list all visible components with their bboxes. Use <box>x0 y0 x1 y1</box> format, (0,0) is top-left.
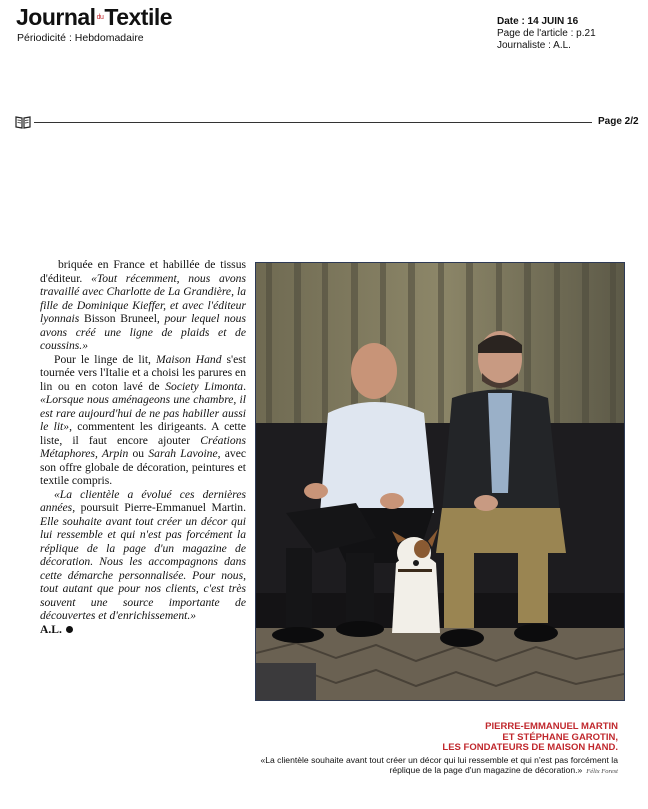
journal-logo: Journal$^{du}$Textile <box>16 4 173 30</box>
end-mark-icon <box>66 626 73 633</box>
article-page: Page de l'article : p.21 <box>497 28 596 39</box>
article-date: Date : 14 JUIN 16 <box>497 16 579 27</box>
article-paragraph-3: «La clientèle a évolué ces dernières années, poursuit Pierre-Emmanuel Martin. Elle souhaite avant tout créer un décor qui lui ressemble et qui n'est pas forcément la réplique de la page d'un magazine de décoration. Nous les accompagnons dans cette démarche personnalisée. Pour nous, tout autant que pour nos clients, c'est très souvent une source importante de découvertes et d'enrichissement.» <box>40 487 246 622</box>
photo-caption-title: PIERRE-EMMANUEL MARTIN ET STÉPHANE GAROTIN, LES FONDATEURS DE MAISON HAND. <box>442 721 618 753</box>
founders-photo-illustration <box>256 263 624 700</box>
article-paragraph-1: briquée en France et habillée de tissus d'éditeur. «Tout récemment, nous avons travaillé avec Charlotte de La Grandière, la fille de Dominique Kieffer, et avec l'éditeur lyonnais Bisson Bruneel, pour lequel nous avons créé une ligne de plaids et de coussins.» <box>40 258 246 352</box>
article-journalist: Journaliste : A.L. <box>497 40 571 51</box>
article-column <box>40 258 246 636</box>
photo-credit: Félix Forest <box>586 768 618 775</box>
header-rule <box>34 122 592 123</box>
article-author: A.L. <box>40 623 246 637</box>
page-number: Page 2/2 <box>598 116 639 127</box>
article-meta <box>497 16 596 52</box>
founders-photo <box>255 262 625 701</box>
photo-caption-quote: «La clientèle souhaite avant tout créer un décor qui lui ressemble et qui n'est pas forcément la réplique de la page d'un magazine de décoration.» Félix Forest <box>260 755 618 775</box>
periodicity: Périodicité : Hebdomadaire <box>17 32 144 44</box>
article-paragraph-2: Pour le linge de lit, Maison Hand s'est tournée vers l'Italie et a choisi les parures en lin ou en coton lavé de Society Limonta. «Lorsque nous aménageons une chambre, il est rare aujourd'hui de ne pas habiller aussi le lit», commentent les dirigeants. A cette liste, il faut encore ajouter Créations Métaphores, Arpin ou Sarah Lavoine, avec son offre globale de décoration, peintures et textile compris. <box>40 352 246 487</box>
book-icon <box>15 115 31 129</box>
